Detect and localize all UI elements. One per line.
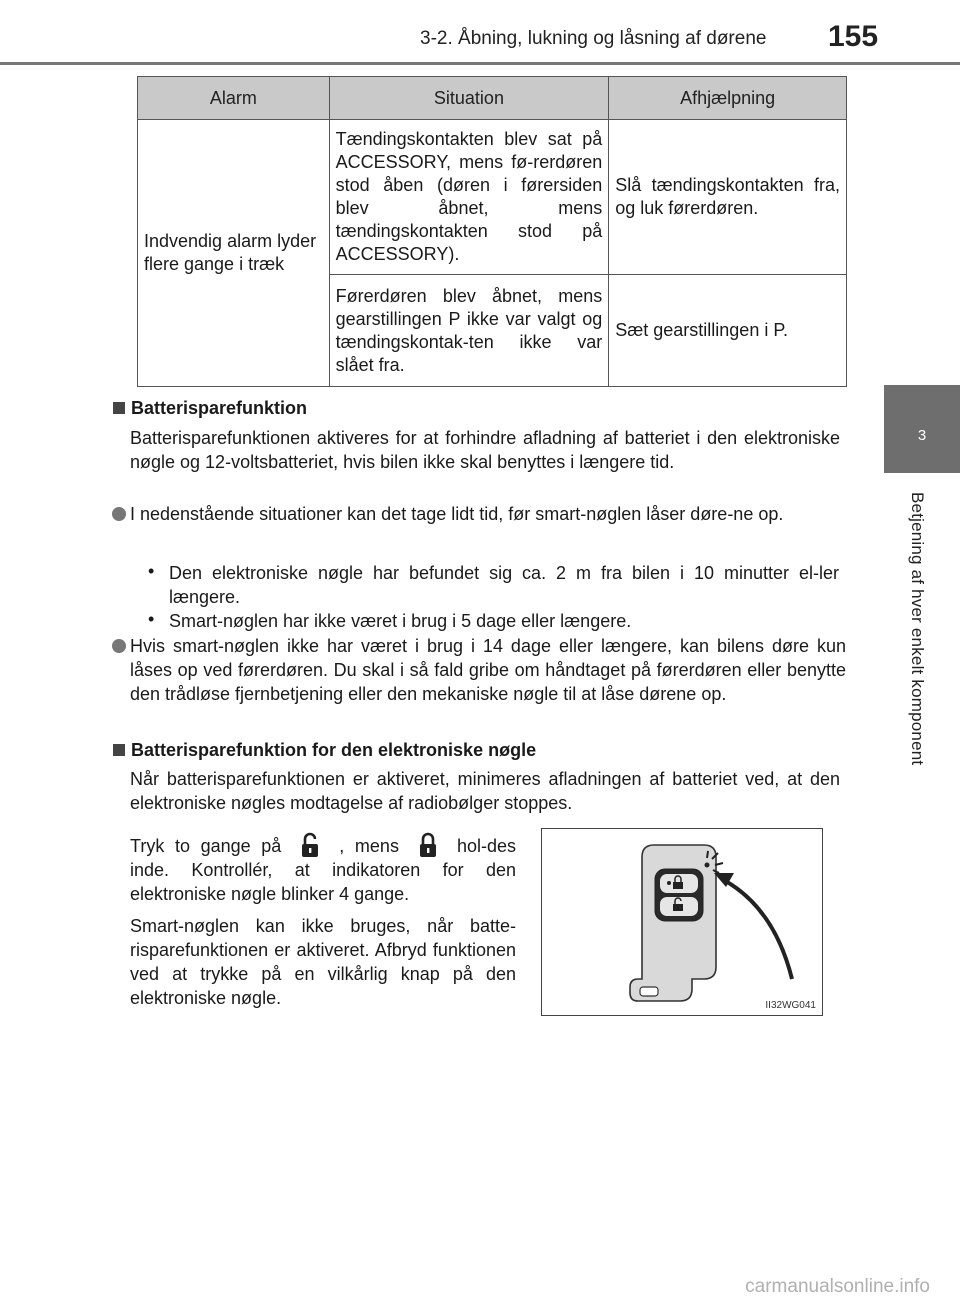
table-row xyxy=(138,120,847,275)
section1-bullet1 xyxy=(130,502,846,526)
section2-note: Smart-nøglen kan ikke bruges, når batte-risparefunktionen er aktiveret. Afbryd funktionen ved at trykke på en vilkårlig knap på den elektroniske nøgle. xyxy=(130,916,516,1008)
smart-key-figure xyxy=(541,828,823,1016)
section-title-text: Batterisparefunktion for den elektroniske nøgle xyxy=(131,740,537,760)
section1-intro: Batterisparefunktionen aktiveres for at forhindre afladning af batteriet i den elektroniske nøgle og 12-voltsbatteriet, hvis bilen ikke skal benyttes i længere tid. xyxy=(130,428,840,472)
bullet-circle-icon xyxy=(112,507,126,521)
unlock-icon xyxy=(299,832,321,858)
indicator-light xyxy=(705,863,710,868)
chapter-tab xyxy=(884,385,960,473)
arrow-line xyxy=(722,879,792,979)
bullet-circle-icon xyxy=(112,639,126,653)
alarm-table xyxy=(137,76,847,387)
chapter-number: 3 xyxy=(917,427,927,444)
header-rule xyxy=(0,62,960,65)
section-square-icon xyxy=(113,744,125,756)
section-title-key-battery-saver xyxy=(113,740,536,761)
section2-instruction xyxy=(130,832,516,906)
section-title-text: Batterisparefunktion xyxy=(131,398,308,418)
alarm-cell: Indvendig alarm lyder flere gange i træk xyxy=(138,120,330,387)
situation-cell: Tændingskontakten blev sat på ACCESSORY, mens fø-rerdøren stod åben (døren i førersiden blev åbnet, mens tændingskontakten stod på ACCESSORY). xyxy=(329,120,609,275)
sub-bullet-marker: • xyxy=(148,561,155,581)
chapter-label: Betjening af hver enkelt komponent xyxy=(908,492,927,766)
key-body xyxy=(630,845,716,1001)
remedy-cell: Slå tændingskontakten fra, og luk førerdøren. xyxy=(609,120,847,275)
header-title: 3-2. Åbning, lukning og låsning af dørene xyxy=(420,28,767,49)
instruction-part-c: hol-des inde. Kontrollér, at indikatoren for den elektroniske nøgle blinker 4 gange. xyxy=(130,836,516,904)
lock-icon xyxy=(417,832,439,858)
page-number: 155 xyxy=(828,20,879,53)
section1-bullet2: Hvis smart-nøglen ikke har været i brug i 14 dage eller længere, kan bilens døre kun låses op ved førerdøren. Du skal i så fald gribe om håndtaget på førerdøren eller benytte den trådløse fjernbetjening eller den mekaniske nøgle til at låse dørene op. xyxy=(130,636,846,704)
sub-item-2: Smart-nøglen har ikke været i brug i 5 dage eller længere. xyxy=(169,611,632,631)
indicator-dot xyxy=(667,881,671,885)
instruction-part-a: Tryk to gange på xyxy=(130,836,282,856)
column-header-situation: Situation xyxy=(329,77,609,120)
smart-key-illustration xyxy=(542,829,822,1015)
section-title-battery-saver xyxy=(113,398,307,419)
remedy-cell: Sæt gearstillingen i P. xyxy=(609,275,847,387)
column-header-alarm: Alarm xyxy=(138,77,330,120)
bullet1-text: I nedenstående situationer kan det tage lidt tid, før smart-nøglen låser døre-ne op. xyxy=(130,504,784,524)
section2-intro: Når batterisparefunktionen er aktiveret, minimeres afladningen af batteriet ved, at den elektroniske nøgles modtagelse af radiobølger stoppes. xyxy=(130,769,840,813)
column-header-remedy: Afhjælpning xyxy=(609,77,847,120)
instruction-part-b: , mens xyxy=(339,836,399,856)
situation-cell: Førerdøren blev åbnet, mens gearstillingen P ikke var valgt og tændingskontak-ten ikke var slået fra. xyxy=(329,275,609,387)
watermark: carmanualsonline.info xyxy=(745,1276,930,1297)
sub-item-1: Den elektroniske nøgle har befundet sig ca. 2 m fra bilen i 10 minutter el-ler længere. xyxy=(169,563,839,607)
key-ring-slot xyxy=(640,987,658,996)
section-square-icon xyxy=(113,402,125,414)
figure-label: II32WG041 xyxy=(765,1000,816,1011)
sub-bullet-marker: • xyxy=(148,609,155,629)
table-header-row xyxy=(138,77,847,120)
